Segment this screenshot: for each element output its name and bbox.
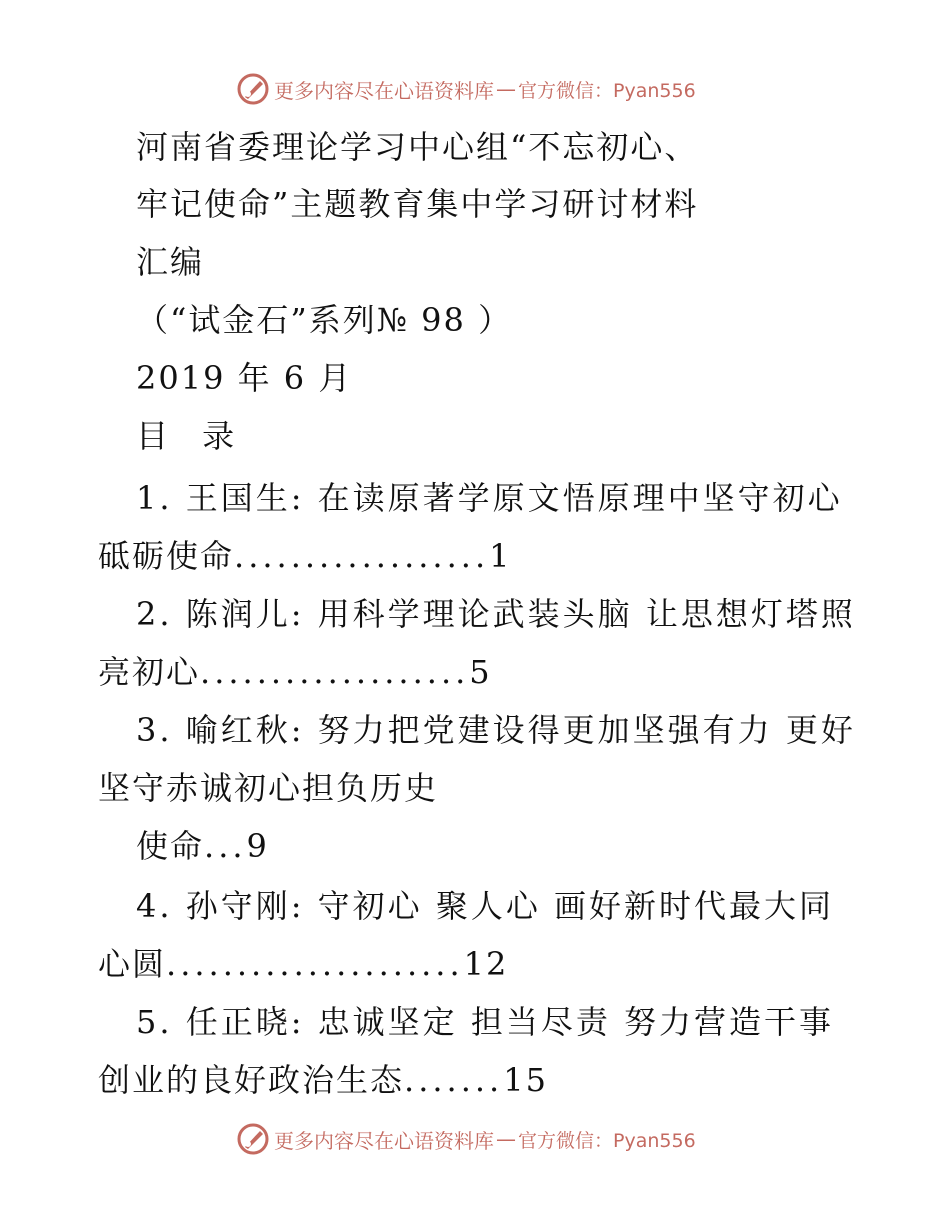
toc-leader-dots: .................. (234, 537, 490, 575)
pen-logo-icon (236, 1122, 270, 1156)
toc-item-continuation: 砥砺使命..................1 (98, 537, 512, 575)
toc-item-continuation-2: 使命...9 (136, 827, 269, 865)
toc-item-continuation: 亮初心...................5 (98, 653, 492, 691)
toc-item-continuation: 坚守赤诚初心担负历史 (98, 769, 439, 807)
series-number: （“试金石”系列№ 98 ） (136, 301, 513, 339)
footer-watermark (236, 1122, 716, 1156)
toc-item-continuation: 创业的良好政治生态.......15 (98, 1061, 548, 1099)
toc-heading: 目 录 (136, 417, 247, 455)
document-title-line-1: 河南省委理论学习中心组“不忘初心、 (136, 128, 699, 166)
watermark-separator: — (496, 77, 516, 101)
watermark-wechat: 官方微信：Pyan556 (518, 1129, 696, 1152)
toc-item-title: 5. 任正晓: 忠诚坚定 担当尽责 努力营造干事 (136, 1003, 835, 1041)
document-title-line-3: 汇编 (136, 243, 205, 281)
toc-item-continuation: 心圆.....................12 (98, 945, 509, 983)
publication-date: 2019 年 6 月 (136, 359, 353, 397)
watermark-text: 更多内容尽在心语资料库 (274, 78, 494, 103)
watermark-separator: — (496, 1127, 516, 1151)
toc-page-number: 12 (463, 945, 509, 983)
toc-page-number: 9 (246, 827, 269, 865)
toc-item-title: 3. 喻红秋: 努力把党建设得更加坚强有力 更好 (136, 711, 856, 749)
header-watermark (236, 72, 716, 106)
watermark-text: 更多内容尽在心语资料库 (274, 1128, 494, 1153)
toc-leader-dots: ..................... (166, 945, 464, 983)
toc-item-title: 1. 王国生: 在读原著学原文悟原理中坚守初心 (136, 479, 843, 517)
pen-logo-icon (236, 72, 270, 106)
document-title-line-2: 牢记使命”主题教育集中学习研讨材料 (136, 185, 699, 223)
toc-page-number: 15 (503, 1061, 548, 1099)
toc-item-title: 4. 孙守刚: 守初心 聚人心 画好新时代最大同 (136, 887, 835, 925)
toc-item-title: 2. 陈润儿: 用科学理论武装头脑 让思想灯塔照 (136, 595, 856, 633)
toc-leader-dots: ... (204, 827, 247, 865)
watermark-wechat: 官方微信：Pyan556 (518, 79, 696, 102)
toc-leader-dots: ....... (404, 1061, 504, 1099)
toc-page-number: 5 (469, 653, 492, 691)
toc-leader-dots: ................... (200, 653, 470, 691)
toc-page-number: 1 (489, 537, 512, 575)
